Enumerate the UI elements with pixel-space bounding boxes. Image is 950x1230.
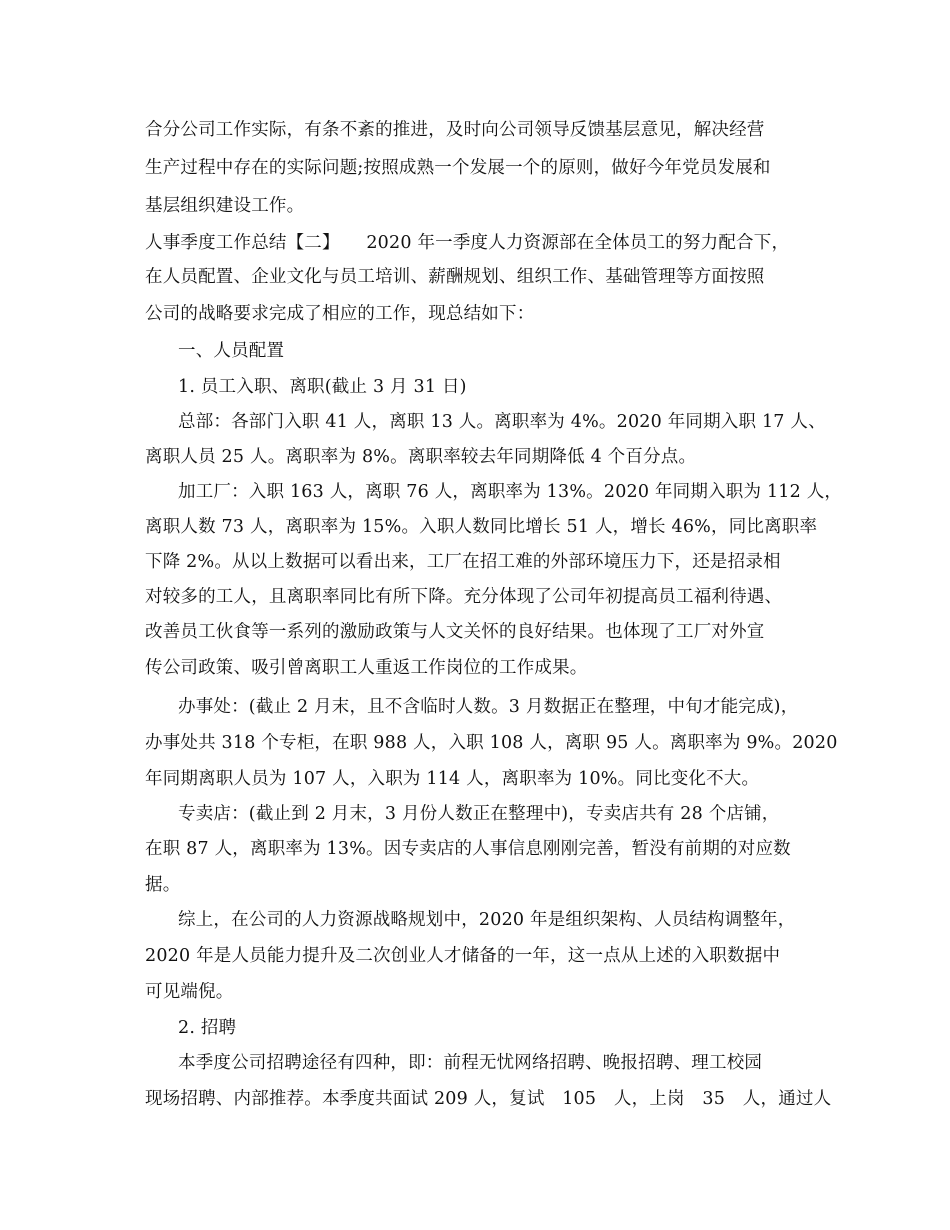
text-line: 生产过程中存在的实际问题;按照成熟一个发展一个的原则，做好今年党员发展和 — [145, 158, 771, 178]
section-heading: 人事季度工作总结【二】 2020 年一季度人力资源部在全体员工的努力配合下， — [145, 233, 790, 253]
subheading: 一、人员配置 — [178, 341, 285, 361]
text-line: 现场招聘、内部推荐。本季度共面试 209 人，复试 105 人，上岗 35 人，通过人 — [145, 1089, 832, 1109]
text-line: 对较多的工人，且离职率同比有所下降。充分体现了公司年初提高员工福利待遇、 — [145, 587, 783, 607]
text-line: 可见端倪。 — [145, 982, 234, 1002]
text-line: 年同期离职人员为 107 人，入职为 114 人，离职率为 10%。同比变化不大。 — [145, 769, 760, 789]
text-line: 改善员工伙食等一系列的激励政策与人文关怀的良好结果。也体现了工厂对外宣 — [145, 622, 765, 642]
text-line: 基层组织建设工作。 — [145, 196, 305, 216]
text-line: 本季度公司招聘途径有四种，即：前程无忧网络招聘、晚报招聘、理工校园 — [178, 1053, 763, 1073]
text-line: 离职人员 25 人。离职率为 8%。离职率较去年同期降低 4 个百分点。 — [145, 447, 697, 467]
text-line: 2020 年是人员能力提升及二次创业人才储备的一年，这一点从上述的入职数据中 — [145, 946, 781, 966]
text-line: 下降 2%。从以上数据可以看出来，工厂在招工难的外部环境压力下，还是招录相 — [145, 552, 781, 572]
text-line: 合分公司工作实际，有条不紊的推进，及时向公司领导反馈基层意见，解决经营 — [145, 120, 765, 140]
subheading: 1. 员工入职、离职(截止 3 月 31 日) — [178, 377, 467, 397]
subheading: 2. 招聘 — [178, 1018, 237, 1038]
text-line: 在人员配置、企业文化与员工培训、薪酬规划、组织工作、基础管理等方面按照 — [145, 267, 765, 287]
text-line: 公司的战略要求完成了相应的工作，现总结如下： — [145, 304, 535, 324]
text-line: 专卖店：(截止到 2 月末，3 月份人数正在整理中)，专卖店共有 28 个店铺， — [178, 804, 780, 824]
text-line: 传公司政策、吸引曾离职工人重返工作岗位的工作成果。 — [145, 658, 588, 678]
text-line: 办事处共 318 个专柜，在职 988 人，入职 108 人，离职 95 人。离职率为 9%。2020 — [145, 733, 838, 753]
text-line: 总部：各部门入职 41 人，离职 13 人。离职率为 4%。2020 年同期入职 17 人、 — [178, 412, 826, 432]
text-line: 办事处：(截止 2 月末，且不含临时人数。3 月数据正在整理，中旬才能完成)， — [178, 697, 799, 717]
text-line: 综上，在公司的人力资源战略规划中，2020 年是组织架构、人员结构调整年， — [178, 910, 796, 930]
text-line: 加工厂：入职 163 人，离职 76 人，离职率为 13%。2020 年同期入职为 112 人， — [178, 482, 843, 502]
text-line: 据。 — [145, 875, 181, 895]
text-line: 在职 87 人，离职率为 13%。因专卖店的人事信息刚刚完善，暂没有前期的对应数 — [145, 839, 791, 859]
text-line: 离职人数 73 人，离职率为 15%。入职人数同比增长 51 人，增长 46%，同比离职率 — [145, 517, 818, 537]
